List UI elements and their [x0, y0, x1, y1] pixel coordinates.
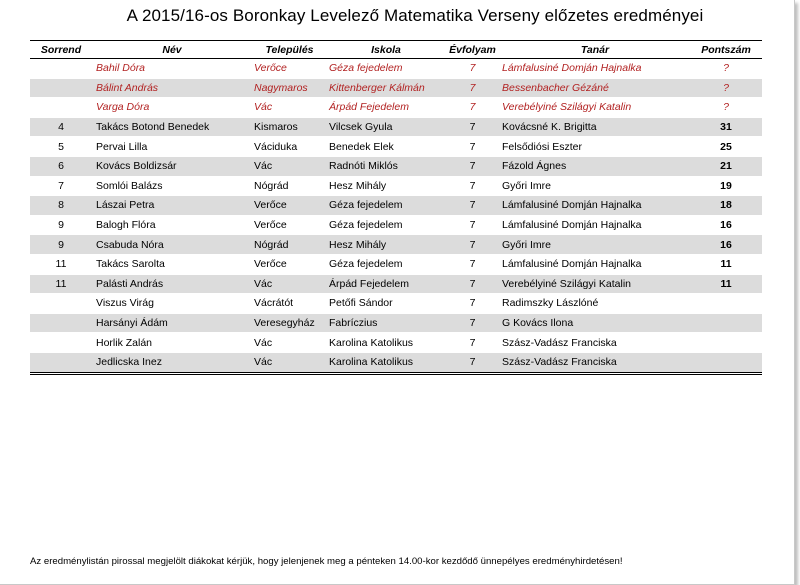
- cell-rank: 4: [30, 117, 92, 137]
- cell-school: Vilcsek Gyula: [327, 117, 445, 137]
- results-table: [30, 40, 762, 375]
- cell-teacher: G Kovács Ilona: [500, 313, 690, 333]
- cell-name: Lászai Petra: [92, 196, 252, 216]
- cell-town: Kismaros: [252, 117, 327, 137]
- cell-grade: 7: [445, 117, 500, 137]
- table-header-row: [30, 41, 762, 59]
- cell-grade: 7: [445, 176, 500, 196]
- cell-name: Takács Sarolta: [92, 254, 252, 274]
- table-row: [30, 352, 762, 373]
- cell-score: ?: [690, 98, 762, 118]
- cell-rank: [30, 78, 92, 98]
- cell-rank: 11: [30, 254, 92, 274]
- cell-score: 16: [690, 215, 762, 235]
- cell-rank: 8: [30, 196, 92, 216]
- header-name: Név: [92, 41, 252, 59]
- cell-town: Verőce: [252, 59, 327, 79]
- cell-teacher: Radimszky Lászlóné: [500, 294, 690, 314]
- cell-town: Vác: [252, 274, 327, 294]
- table-row: [30, 196, 762, 216]
- cell-score: ?: [690, 78, 762, 98]
- cell-school: Géza fejedelem: [327, 254, 445, 274]
- cell-name: Harsányi Ádám: [92, 313, 252, 333]
- header-town: Település: [252, 41, 327, 59]
- cell-town: Vác: [252, 98, 327, 118]
- cell-school: Fabríczius: [327, 313, 445, 333]
- cell-school: Géza fejedelem: [327, 59, 445, 79]
- cell-teacher: Lámfalusiné Domján Hajnalka: [500, 196, 690, 216]
- cell-name: Somlói Balázs: [92, 176, 252, 196]
- table-row: [30, 313, 762, 333]
- cell-teacher: Szász-Vadász Franciska: [500, 352, 690, 373]
- cell-rank: [30, 294, 92, 314]
- cell-school: Géza fejedelem: [327, 215, 445, 235]
- table-body: [30, 59, 762, 374]
- header-school: Iskola: [327, 41, 445, 59]
- cell-school: Karolina Katolikus: [327, 333, 445, 353]
- table-row: [30, 137, 762, 157]
- cell-grade: 7: [445, 78, 500, 98]
- cell-grade: 7: [445, 196, 500, 216]
- cell-name: Csabuda Nóra: [92, 235, 252, 255]
- cell-rank: [30, 313, 92, 333]
- cell-teacher: Lámfalusiné Domján Hajnalka: [500, 59, 690, 79]
- cell-town: Verőce: [252, 215, 327, 235]
- cell-school: Árpád Fejedelem: [327, 274, 445, 294]
- table-row: [30, 294, 762, 314]
- table-row: [30, 333, 762, 353]
- cell-score: [690, 313, 762, 333]
- cell-grade: 7: [445, 352, 500, 373]
- cell-town: Vác: [252, 352, 327, 373]
- header-score: Pontszám: [690, 41, 762, 59]
- cell-town: Nógrád: [252, 176, 327, 196]
- cell-name: Kovács Boldizsár: [92, 156, 252, 176]
- cell-grade: 7: [445, 294, 500, 314]
- cell-teacher: Verebélyiné Szilágyi Katalin: [500, 98, 690, 118]
- cell-rank: [30, 98, 92, 118]
- header-grade: Évfolyam: [445, 41, 500, 59]
- cell-grade: 7: [445, 254, 500, 274]
- table-row: [30, 215, 762, 235]
- cell-town: Váciduka: [252, 137, 327, 157]
- cell-teacher: Verebélyiné Szilágyi Katalin: [500, 274, 690, 294]
- cell-teacher: Lámfalusiné Domján Hajnalka: [500, 254, 690, 274]
- cell-grade: 7: [445, 156, 500, 176]
- cell-town: Veresegyház: [252, 313, 327, 333]
- cell-school: Benedek Elek: [327, 137, 445, 157]
- cell-score: ?: [690, 59, 762, 79]
- cell-grade: 7: [445, 98, 500, 118]
- cell-score: 18: [690, 196, 762, 216]
- cell-rank: 7: [30, 176, 92, 196]
- table-row: [30, 156, 762, 176]
- cell-school: Géza fejedelem: [327, 196, 445, 216]
- cell-teacher: Fázold Ágnes: [500, 156, 690, 176]
- cell-grade: 7: [445, 333, 500, 353]
- cell-rank: 6: [30, 156, 92, 176]
- cell-teacher: Győri Imre: [500, 176, 690, 196]
- cell-name: Viszus Virág: [92, 294, 252, 314]
- cell-rank: [30, 59, 92, 79]
- cell-rank: [30, 352, 92, 373]
- cell-score: 25: [690, 137, 762, 157]
- cell-town: Vácrátót: [252, 294, 327, 314]
- cell-name: Jedlicska Inez: [92, 352, 252, 373]
- table-row: [30, 59, 762, 79]
- table-row: [30, 235, 762, 255]
- cell-rank: [30, 333, 92, 353]
- cell-grade: 7: [445, 59, 500, 79]
- cell-teacher: Lámfalusiné Domján Hajnalka: [500, 215, 690, 235]
- cell-teacher: Kovácsné K. Brigitta: [500, 117, 690, 137]
- table-row: [30, 117, 762, 137]
- cell-grade: 7: [445, 313, 500, 333]
- cell-teacher: Győri Imre: [500, 235, 690, 255]
- cell-name: Palásti András: [92, 274, 252, 294]
- cell-school: Petőfi Sándor: [327, 294, 445, 314]
- table-row: [30, 176, 762, 196]
- cell-town: Nagymaros: [252, 78, 327, 98]
- cell-name: Bálint András: [92, 78, 252, 98]
- header-rank: Sorrend: [30, 41, 92, 59]
- cell-grade: 7: [445, 137, 500, 157]
- cell-score: 11: [690, 274, 762, 294]
- cell-grade: 7: [445, 235, 500, 255]
- cell-score: [690, 294, 762, 314]
- cell-score: [690, 352, 762, 373]
- cell-school: Kittenberger Kálmán: [327, 78, 445, 98]
- cell-school: Hesz Mihály: [327, 176, 445, 196]
- cell-name: Balogh Flóra: [92, 215, 252, 235]
- cell-town: Vác: [252, 333, 327, 353]
- footnote: Az eredménylistán pirossal megjelölt diákokat kérjük, hogy jelenjenek meg a pénteken 14.00-kor kezdődő ünnepélyes eredményhirdetésen!: [30, 556, 623, 567]
- cell-teacher: Felsődiósi Eszter: [500, 137, 690, 157]
- cell-name: Horlik Zalán: [92, 333, 252, 353]
- cell-school: Árpád Fejedelem: [327, 98, 445, 118]
- cell-school: Radnóti Miklós: [327, 156, 445, 176]
- cell-score: 16: [690, 235, 762, 255]
- cell-rank: 9: [30, 215, 92, 235]
- cell-name: Varga Dóra: [92, 98, 252, 118]
- cell-name: Takács Botond Benedek: [92, 117, 252, 137]
- cell-school: Hesz Mihály: [327, 235, 445, 255]
- header-teacher: Tanár: [500, 41, 690, 59]
- cell-teacher: Szász-Vadász Franciska: [500, 333, 690, 353]
- cell-teacher: Bessenbacher Gézáné: [500, 78, 690, 98]
- cell-score: 11: [690, 254, 762, 274]
- cell-town: Verőce: [252, 196, 327, 216]
- table-row: [30, 98, 762, 118]
- cell-rank: 11: [30, 274, 92, 294]
- cell-grade: 7: [445, 274, 500, 294]
- page-title: A 2015/16-os Boronkay Levelező Matematika Verseny előzetes eredményei: [126, 6, 704, 25]
- cell-school: Karolina Katolikus: [327, 352, 445, 373]
- cell-rank: 9: [30, 235, 92, 255]
- cell-town: Nógrád: [252, 235, 327, 255]
- cell-score: 31: [690, 117, 762, 137]
- cell-grade: 7: [445, 215, 500, 235]
- cell-town: Verőce: [252, 254, 327, 274]
- cell-rank: 5: [30, 137, 92, 157]
- table-row: [30, 78, 762, 98]
- table-row: [30, 274, 762, 294]
- cell-name: Pervai Lilla: [92, 137, 252, 157]
- cell-score: 19: [690, 176, 762, 196]
- cell-town: Vác: [252, 156, 327, 176]
- cell-name: Bahil Dóra: [92, 59, 252, 79]
- table-row: [30, 254, 762, 274]
- cell-score: 21: [690, 156, 762, 176]
- cell-score: [690, 333, 762, 353]
